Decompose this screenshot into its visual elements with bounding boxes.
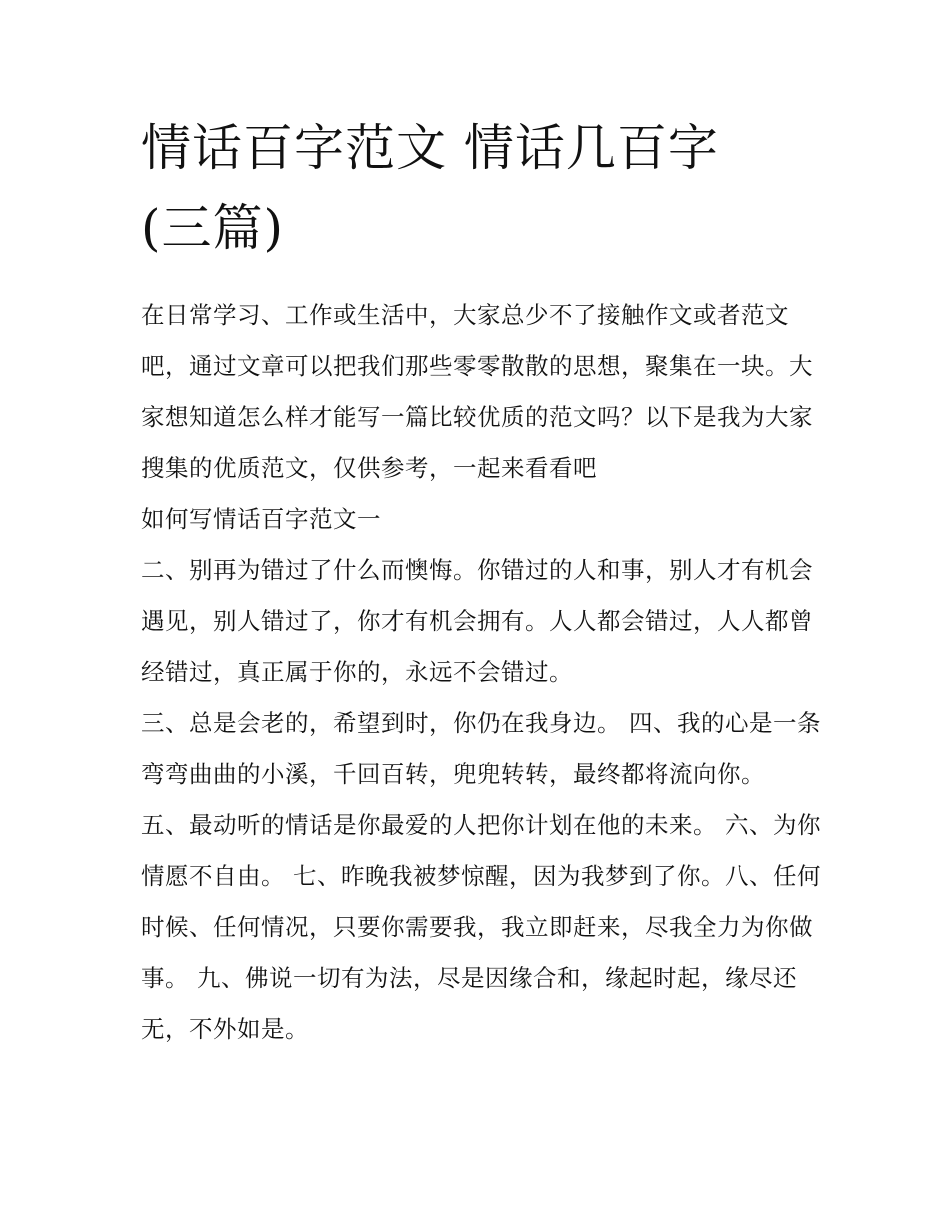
- body-paragraph: 三、总是会老的，希望到时，你仍在我身边。 四、我的心是一条弯弯曲曲的小溪，千回百转，兜兜转转，最终都将流向你。: [141, 709, 821, 788]
- section-heading: 如何写情话百字范文一: [141, 505, 381, 533]
- body-paragraph: 二、别再为错过了什么而懊悔。你错过的人和事，别人才有机会遇见，别人错过了，你才有机会拥有。人人都会错过，人人都曾经错过，真正属于你的，永远不会错过。: [141, 556, 813, 686]
- intro-paragraph: 在日常学习、工作或生活中，大家总少不了接触作文或者范文吧，通过文章可以把我们那些零零散散的思想，聚集在一块。大家想知道怎么样才能写一篇比较优质的范文吗？以下是我为大家搜集的优质范文，仅供参考，一起来看看吧: [141, 301, 813, 482]
- body-paragraph: 五、最动听的情话是你最爱的人把你计划在他的未来。 六、为你情愿不自由。 七、昨晚我被梦惊醒，因为我梦到了你。八、任何时候、任何情况，只要你需要我，我立即赶来，尽我全力为你做事。 九、佛说一切有为法，尽是因缘合和，缘起时起，缘尽还无，不外如是。: [141, 811, 821, 1043]
- document-content: [141, 108, 821, 1055]
- document-title: 情话百字范文 情话几百字(三篇): [141, 119, 719, 257]
